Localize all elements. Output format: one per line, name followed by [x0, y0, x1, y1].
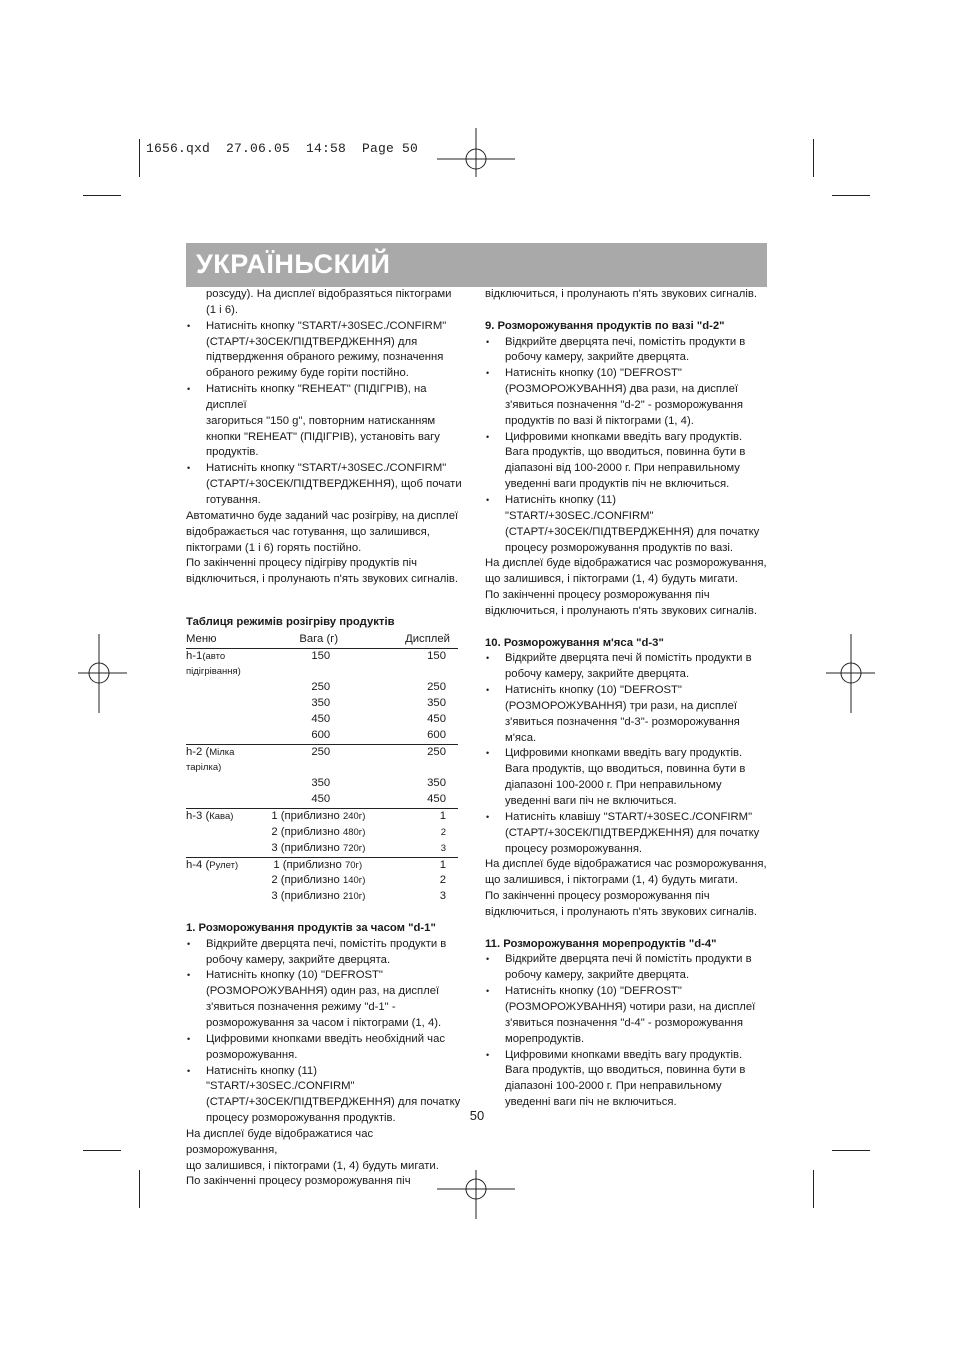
list-item: • Цифровими кнопками введіть вагу продуктів. Вага продуктів, що вводиться, повинна бути в діапазоні 100-2000 г. При неправильному уведенні ваги піч не включиться.	[485, 746, 767, 809]
section-heading: 1. Розморожування продуктів за часом "d-1"	[186, 921, 436, 934]
crop-mark	[813, 139, 814, 177]
list-item: • Натисніть кнопку (10) "DEFROST" (РОЗМОРОЖУВАННЯ) чотири рази, на дисплеї з'явиться позначення "d-4" - розморожування морепродуктів.	[485, 984, 767, 1047]
crop-mark	[83, 195, 121, 196]
language-banner	[186, 243, 767, 287]
table-row: 350 350	[311, 697, 446, 710]
page-title: УКРАЇНЬСКИЙ	[196, 249, 391, 279]
crop-mark	[139, 1170, 140, 1208]
list-item: • Натисніть клавішу "START/+30SEC./CONFIRM" (СТАРТ/+30СЕК/ПІДТВЕРДЖЕННЯ) для початку процесу розморожування.	[485, 810, 767, 858]
registration-mark-icon	[826, 634, 876, 714]
paragraph: Автоматично буде заданий час розігріву, на дисплеї відображається час готування, що залишився, піктограми (1 і 6) горять постійно. По закінченні процесу підігріву продуктів піч відключиться, і пролунають п'ять звукових сигналів.	[186, 509, 459, 586]
crop-mark	[832, 1150, 870, 1151]
list-item: • Натисніть кнопку (10) "DEFROST" (РОЗМОРОЖУВАННЯ) два рази, на дисплеї з'явиться позначення "d-2" - розморожування продуктів по вазі й піктограми (1, 4).	[485, 366, 767, 429]
text-line: (1 і 6).	[206, 303, 239, 316]
list-item: • Цифровими кнопками введіть необхідний час розморожування.	[186, 1032, 466, 1064]
list-item: • Цифровими кнопками введіть вагу продуктів. Вага продуктів, що вводиться, повинна бути в діапазоні 100-2000 г. При неправильному уведенні ваги піч не включиться.	[485, 1048, 767, 1111]
list-item: • Відкрийте дверцята печі й помістіть продукти в робочу камеру, закрийте дверцята.	[485, 651, 767, 683]
list-item: • Натисніть кнопку "REHEAT" (ПІДІГРІВ), на дисплеї загориться "150 g", повторним натисканням кнопки "REHEAT" (ПІДІГРІВ), установіть вагу продуктів.	[186, 382, 466, 461]
crop-mark	[832, 195, 870, 196]
table-row: 3 (приблизно 210г) 3	[271, 890, 446, 903]
reheat-table	[186, 632, 458, 905]
table-title: Таблиця режимів розігріву продуктів	[186, 615, 395, 628]
registration-mark-icon	[437, 128, 517, 178]
crop-mark	[83, 1150, 121, 1151]
table-row: 450 450	[311, 793, 446, 806]
list-item: • Натисніть кнопку (10) "DEFROST" (РОЗМОРОЖУВАННЯ) один раз, на дисплеї з'явиться позначення режиму "d-1" - розморожування за часом і піктограми (1, 4).	[186, 968, 466, 1031]
table-row: 250 250	[311, 681, 446, 694]
list-item: • Натисніть кнопку (10) "DEFROST" (РОЗМОРОЖУВАННЯ) три рази, на дисплеї з'явиться позначення "d-3"- розморожування м'яса.	[485, 683, 767, 746]
list-item: • Натисніть кнопку "START/+30SEC./CONFIRM" (СТАРТ/+30СЕК/ПІДТВЕРДЖЕННЯ) для підтвердження обраного режиму, позначення обраного режиму буде горіти постійно.	[186, 319, 466, 382]
paragraph: На дисплеї буде відображатися час розморожування, що залишився, і піктограми (1, 4) будуть мигати. По закінченні процесу розморожування піч відключиться, і пролунають п'ять звукових сигналів.	[485, 858, 767, 918]
print-slug: 1656.qxd 27.06.05 14:58 Page 50	[146, 141, 419, 156]
crop-mark	[139, 139, 140, 177]
list-item: • Відкрийте дверцята печі, помістіть продукти в робочу камеру, закрийте дверцята.	[485, 335, 767, 367]
left-column	[186, 287, 466, 1190]
section-heading: 11. Розморожування морепродуктів "d-4"	[485, 937, 717, 950]
table-row: 600 600	[311, 728, 446, 741]
list-item: • Відкрийте дверцята печі, помістіть продукти в робочу камеру, закрийте дверцята.	[186, 937, 466, 969]
table-row: 2 (приблизно 480г) 2	[271, 825, 446, 838]
section-heading: 9. Розморожування продуктів по вазі "d-2"	[485, 319, 725, 332]
table-row: h-2 (Мілка тарілка) 250 250	[186, 744, 458, 776]
table-row: 3 (приблизно 720г) 3	[271, 841, 446, 854]
list-item: • Відкрийте дверцята печі й помістіть продукти в робочу камеру, закрийте дверцята.	[485, 952, 767, 984]
crop-mark	[813, 1170, 814, 1208]
right-column	[485, 287, 767, 1111]
section-heading: 10. Розморожування м'яса "d-3"	[485, 636, 664, 649]
table-row: 350 350	[311, 777, 446, 790]
table-row: 450 450	[311, 712, 446, 725]
table-row: h-3 (Кава) 1 (приблизно 240г) 1	[186, 809, 458, 825]
paragraph: На дисплеї буде відображатися час розморожування, що залишився, і піктограми (1, 4) будуть мигати. По закінченні процесу розморожування піч	[186, 1127, 439, 1188]
list-item: • Натисніть кнопку (11) "START/+30SEC./CONFIRM" (СТАРТ/+30СЕК/ПІДТВЕРДЖЕННЯ) для початку процесу розморожування продуктів по вазі.	[485, 493, 767, 556]
page-number: 50	[469, 1108, 485, 1123]
table-row: h-1(авто підігрівання) 150 150	[186, 649, 446, 678]
table-row: 2 (приблизно 140г) 2	[271, 874, 446, 887]
list-item: • Цифровими кнопками введіть вагу продуктів. Вага продуктів, що вводиться, повинна бути в діапазоні від 100-2000 г. При неправильному уведенні ваги продуктів піч не включиться.	[485, 430, 767, 493]
table-header: Меню Вага (г) Дисплей	[186, 632, 458, 648]
registration-mark-icon	[78, 634, 128, 714]
table-row: h-4 (Рулет) 1 (приблизно 70г) 1	[186, 857, 458, 873]
text-line: розсуду). На дисплеї відобразяться піктограми	[206, 288, 452, 300]
list-item: • Натисніть кнопку (11) "START/+30SEC./CONFIRM" (СТАРТ/+30СЕК/ПІДТВЕРДЖЕННЯ) для початку процесу розморожування продуктів.	[186, 1064, 466, 1127]
list-item: • Натисніть кнопку "START/+30SEC./CONFIRM" (СТАРТ/+30СЕК/ПІДТВЕРДЖЕННЯ), щоб почати готування.	[186, 461, 466, 509]
text-line: відключиться, і пролунають п'ять звукових сигналів.	[485, 288, 758, 300]
paragraph: На дисплеї буде відображатися час розморожування, що залишився, і піктограми (1, 4) будуть мигати. По закінченні процесу розморожування піч відключиться, і пролунають п'ять звукових сигналів.	[485, 557, 767, 617]
